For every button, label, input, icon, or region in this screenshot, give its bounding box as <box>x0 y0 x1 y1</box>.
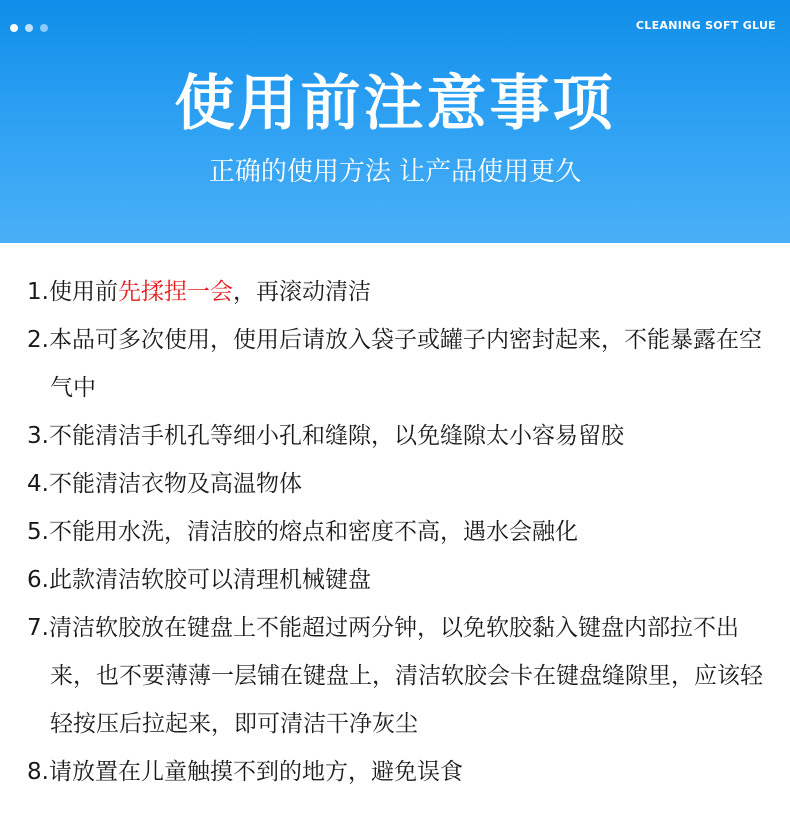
note-text: 4.不能清洁衣物及高温物体 <box>27 471 302 497</box>
page-subtitle: 正确的使用方法 让产品使用更久 <box>208 157 582 187</box>
note-text: 3.不能清洁手机孔等细小孔和缝隙，以免缝隙太小容易留胶 <box>27 423 624 449</box>
note-item <box>27 508 764 556</box>
note-text: 6.此款清洁软胶可以清理机械键盘 <box>27 567 371 593</box>
note-item <box>27 268 764 316</box>
dot-icon <box>10 24 18 32</box>
notes-list <box>0 243 790 796</box>
note-item <box>27 412 764 460</box>
note-text: 1.使用前 <box>27 279 118 305</box>
header-banner <box>0 0 790 243</box>
note-item <box>27 748 764 796</box>
note-text: 2.本品可多次使用，使用后请放入袋子或罐子内密封起来，不能暴露在空气中 <box>27 327 762 401</box>
note-highlight: 先揉捏一会 <box>117 279 233 305</box>
product-tag: CLEANING SOFT GLUE <box>635 19 776 32</box>
note-text: 7.清洁软胶放在键盘上不能超过两分钟，以免软胶黏入键盘内部拉不出来，也不要薄薄一层铺在键盘上，清洁软胶会卡在键盘缝隙里，应该轻轻按压后拉起来，即可清洁干净灰尘 <box>27 615 763 737</box>
note-item <box>27 604 764 748</box>
note-text-end: ，再滚动清洁 <box>232 279 371 305</box>
note-text: 8.请放置在儿童触摸不到的地方，避免误食 <box>27 759 463 785</box>
note-item <box>27 556 764 604</box>
dot-icon <box>25 24 33 32</box>
note-item <box>27 460 764 508</box>
dot-icon <box>40 24 48 32</box>
decorative-dots <box>10 24 48 32</box>
page-title: 使用前注意事项 <box>174 69 616 139</box>
note-text: 5.不能用水洗，清洁胶的熔点和密度不高，遇水会融化 <box>27 519 578 545</box>
note-item <box>27 316 764 412</box>
